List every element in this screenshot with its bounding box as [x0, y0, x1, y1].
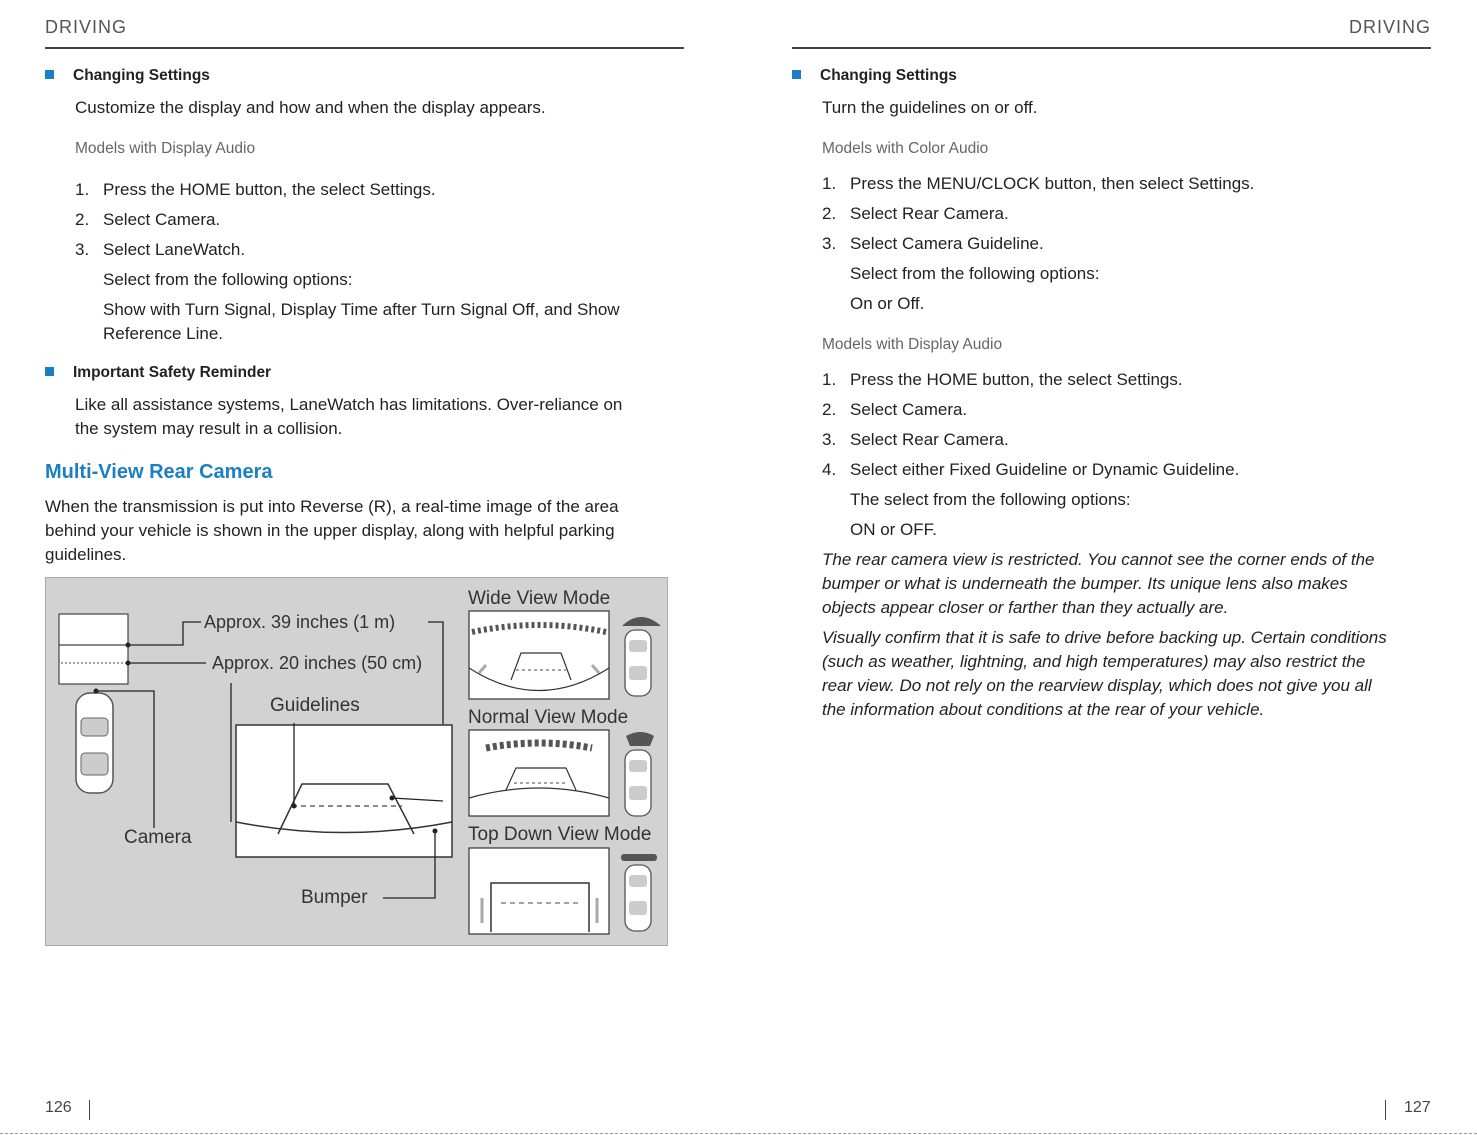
camera-label: Camera [124, 827, 192, 848]
sub-text: On or Off. [850, 294, 925, 313]
top-down-car-icon [621, 854, 657, 931]
top-down-view-panel [469, 848, 609, 934]
bumper-label: Bumper [301, 887, 368, 908]
header-rule [45, 47, 684, 49]
step-number: 2. [822, 204, 837, 223]
note-text: The rear camera view is restricted. You cannot see the corner ends of the [822, 550, 1375, 569]
changing-settings-heading: Changing Settings [792, 67, 957, 85]
header-rule [792, 47, 1431, 49]
rear-camera-figure [45, 577, 668, 946]
multiview-heading: Multi-View Rear Camera [45, 461, 273, 483]
step-number: 2. [822, 400, 837, 419]
square-bullet-icon [45, 367, 54, 376]
multiview-text: guidelines. [45, 545, 127, 564]
sub-text: Show with Turn Signal, Display Time after Turn Signal Off, and Show [103, 300, 620, 319]
model-label: Models with Display Audio [822, 336, 1003, 353]
guidelines-label: Guidelines [270, 695, 360, 716]
model-label: Models with Color Audio [822, 140, 989, 157]
multiview-text: When the transmission is put into Reverse (R), a real-time image of the area [45, 497, 619, 516]
safety-text: the system may result in a collision. [75, 419, 343, 438]
sub-text: ON or OFF. [850, 520, 937, 539]
right-page [738, 0, 1477, 1135]
note-text: bumper or what is underneath the bumper. Its unique lens also makes [822, 574, 1348, 593]
wide-view-label: Wide View Mode [468, 588, 611, 609]
page-number: 126 [45, 1099, 72, 1116]
bottom-dashed-line [0, 1133, 738, 1134]
step-number: 2. [75, 210, 90, 229]
section-label: DRIVING [45, 17, 128, 37]
step-text: Select Rear Camera. [850, 430, 1009, 449]
bottom-dashed-line [738, 1133, 1477, 1134]
sub-text: Select from the following options: [103, 270, 353, 289]
step-number: 1. [822, 370, 837, 389]
rear-camera-diagram [46, 578, 669, 947]
page-number: 127 [1404, 1099, 1431, 1116]
step-number: 1. [822, 174, 837, 193]
normal-view-label: Normal View Mode [468, 707, 629, 728]
safety-text: Like all assistance systems, LaneWatch has limitations. Over-reliance on [75, 395, 623, 414]
main-display [236, 725, 452, 857]
note-text: rear view. Do not rely on the rearview display, which does not give you all [822, 676, 1372, 695]
car-top-view [76, 693, 113, 793]
left-page [0, 0, 738, 1135]
note-text: (such as weather, lightning, and high temperatures) may also restrict the [822, 652, 1366, 671]
step-text: Select either Fixed Guideline or Dynamic Guideline. [850, 460, 1240, 479]
step-text: Press the MENU/CLOCK button, then select Settings. [850, 174, 1255, 193]
section-label: DRIVING [1348, 17, 1431, 37]
normal-view-panel [469, 730, 609, 816]
intro-text: Customize the display and how and when the display appears. [75, 98, 546, 117]
approx-20-label: Approx. 20 inches (50 cm) [212, 653, 423, 673]
multiview-text: behind your vehicle is shown in the upper display, along with helpful parking [45, 521, 615, 540]
step-text: Select Camera. [103, 210, 221, 229]
sub-text: Select from the following options: [850, 264, 1100, 283]
step-text: Select LaneWatch. [103, 240, 246, 259]
approx-39-label: Approx. 39 inches (1 m) [204, 612, 396, 632]
page-number-divider [89, 1100, 90, 1120]
intro-text: Turn the guidelines on or off. [822, 98, 1038, 117]
step-text: Select Camera Guideline. [850, 234, 1044, 253]
step-text: Select Camera. [850, 400, 968, 419]
model-label: Models with Display Audio [75, 140, 256, 157]
safety-heading: Important Safety Reminder [45, 364, 271, 382]
step-number: 4. [822, 460, 837, 479]
note-text: Visually confirm that it is safe to drive before backing up. Certain conditions [822, 628, 1387, 647]
step-number: 3. [822, 430, 837, 449]
sub-text: Reference Line. [103, 324, 224, 343]
wide-view-car-icon [622, 617, 661, 696]
square-bullet-icon [45, 70, 54, 79]
sub-text: The select from the following options: [850, 490, 1131, 509]
step-text: Select Rear Camera. [850, 204, 1009, 223]
changing-settings-heading: Changing Settings [45, 67, 210, 85]
step-text: Press the HOME button, the select Settings. [850, 370, 1183, 389]
step-number: 3. [822, 234, 837, 253]
step-number: 1. [75, 180, 90, 199]
step-text: Press the HOME button, the select Settings. [103, 180, 436, 199]
normal-view-car-icon [625, 732, 654, 816]
step-number: 3. [75, 240, 90, 259]
square-bullet-icon [792, 70, 801, 79]
wide-view-panel [469, 611, 609, 699]
top-down-view-label: Top Down View Mode [468, 824, 652, 845]
page-number-divider [1385, 1100, 1386, 1120]
distance-box [59, 614, 128, 684]
note-text: the information about conditions at the rear of your vehicle. [822, 700, 1265, 719]
note-text: objects appear closer or farther than they actually are. [822, 598, 1229, 617]
